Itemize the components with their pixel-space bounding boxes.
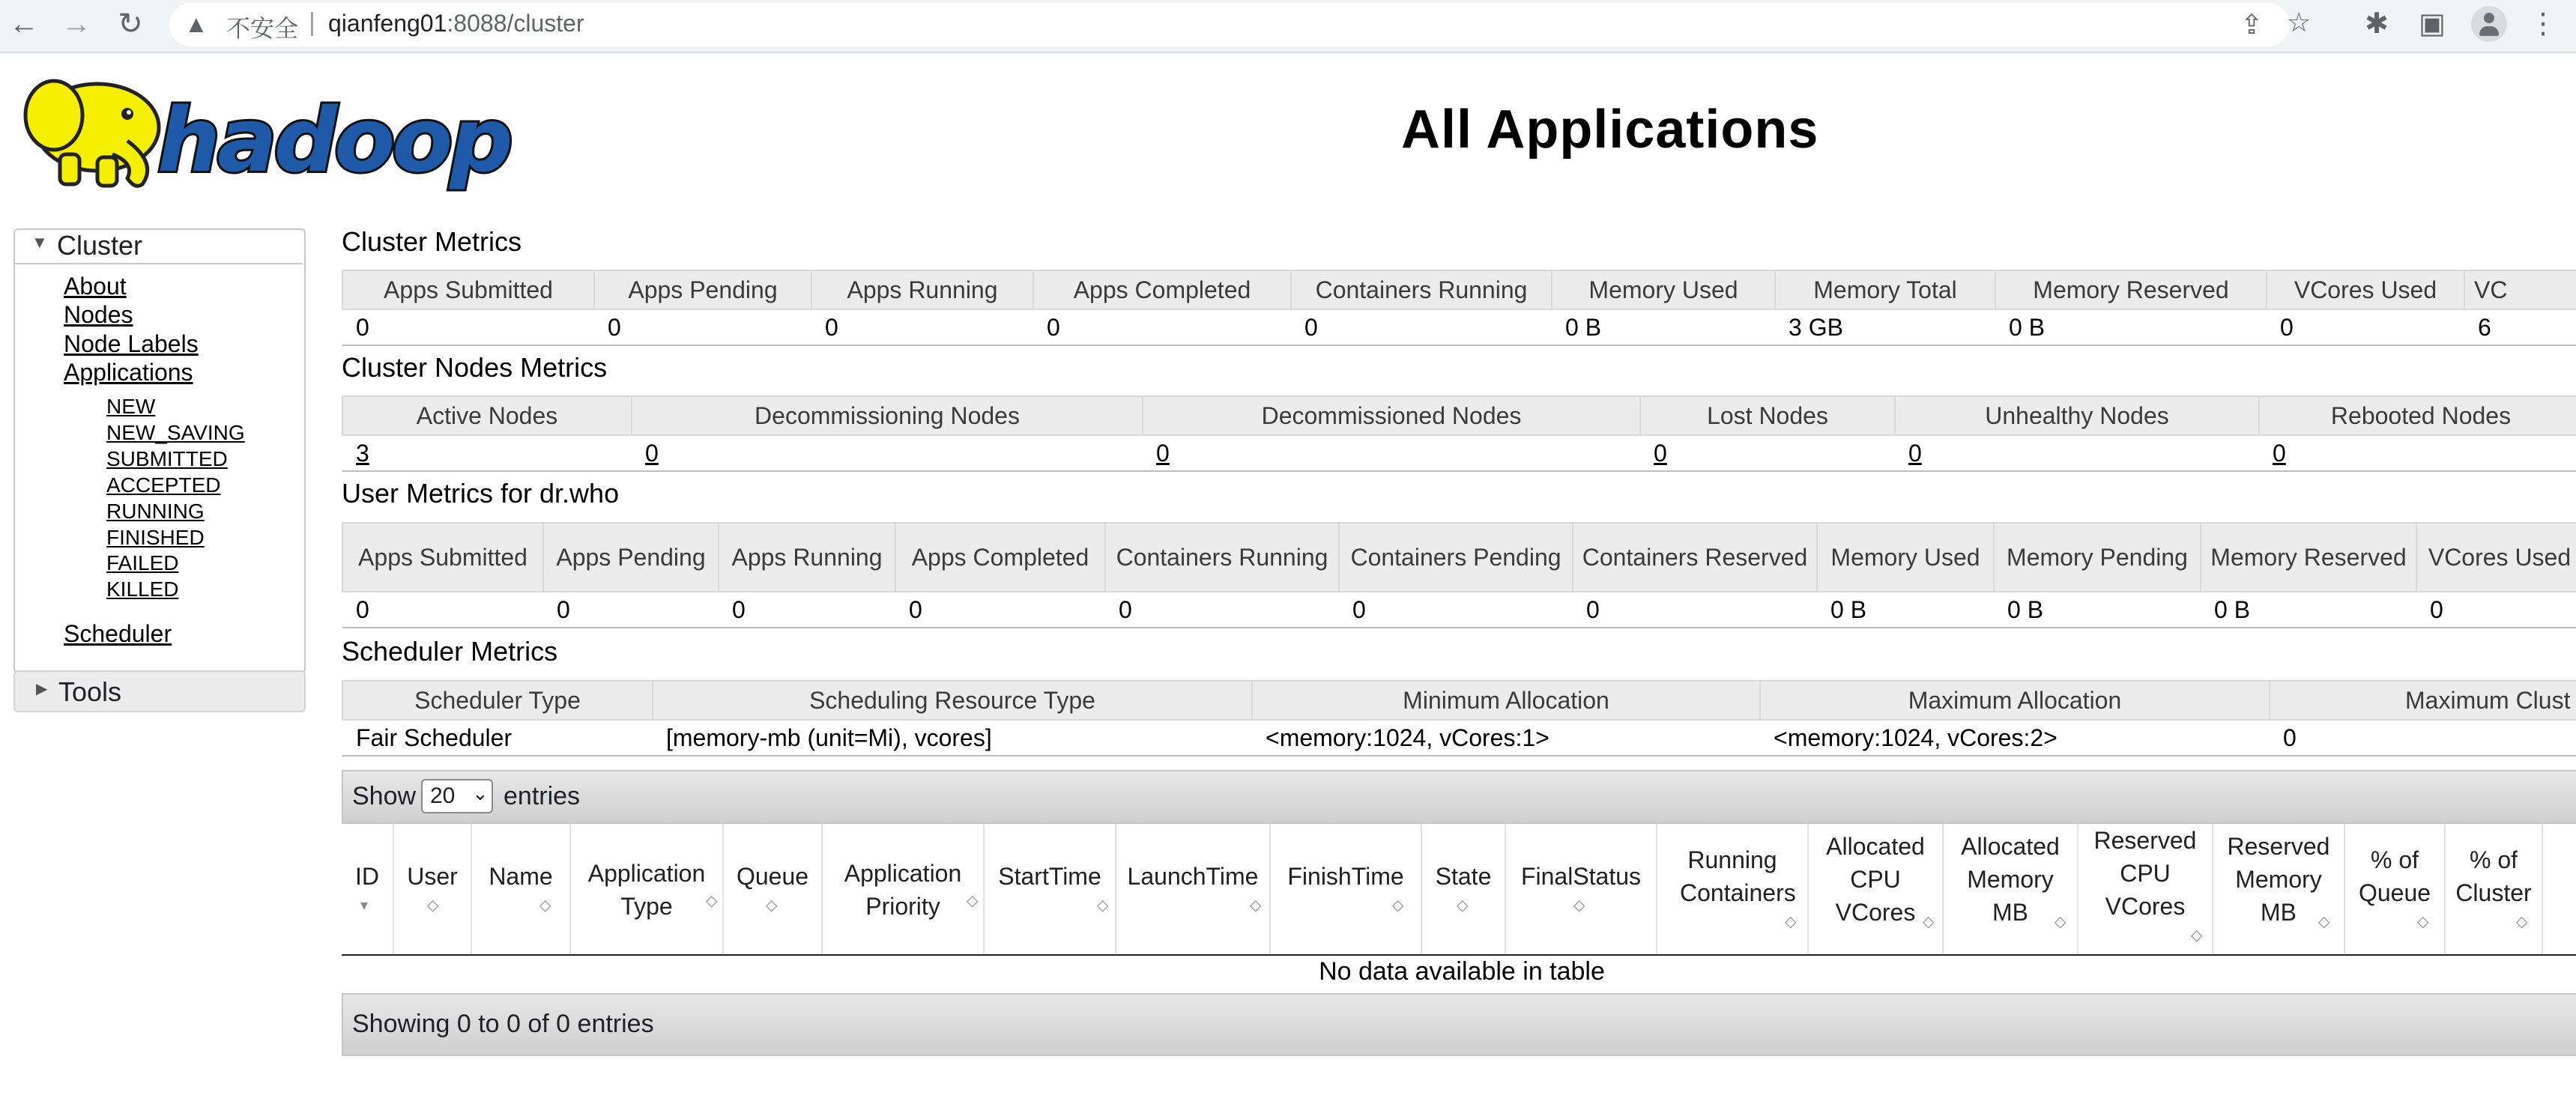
- header-minimum-allocation: Minimum Allocation: [1252, 681, 1760, 720]
- sidebar-cluster-header[interactable]: [13, 228, 303, 264]
- cell-maximum-cluster: 0: [2270, 720, 2576, 756]
- sort-icon: ◇: [706, 893, 718, 909]
- sort-icon: ◇: [1573, 897, 1585, 914]
- cell-user-containers-pending: 0: [1339, 592, 1573, 628]
- forward-arrow-icon[interactable]: →: [61, 7, 91, 40]
- cluster-metrics-title: Cluster Metrics: [342, 226, 522, 257]
- column-header-launchtime[interactable]: LaunchTime ◇: [1116, 824, 1271, 954]
- sidebar-state-killed[interactable]: KILLED: [106, 577, 179, 601]
- column-header-user[interactable]: User ◇: [394, 824, 472, 954]
- header-containers-running: Containers Running: [1291, 270, 1552, 309]
- cell-user-apps-running: 0: [719, 592, 895, 628]
- separator: |: [309, 8, 315, 37]
- header-memory-used: Memory Used: [1552, 270, 1775, 309]
- column-header-finishtime[interactable]: FinishTime ◇: [1271, 824, 1422, 954]
- header-vcores-total: VC: [2464, 270, 2576, 309]
- scheduler-metrics-table: [342, 680, 2576, 756]
- cell-user-memory-reserved: 0 B: [2201, 592, 2416, 628]
- sort-icon: ◇: [1923, 914, 1935, 930]
- profile-avatar-icon[interactable]: [2471, 6, 2507, 42]
- cell-scheduler-type: Fair Scheduler: [342, 720, 653, 756]
- link-active-nodes[interactable]: 3: [342, 435, 632, 471]
- security-label[interactable]: 不安全: [226, 15, 299, 42]
- sort-icon: ◇: [967, 893, 979, 909]
- header-user-containers-reserved: Containers Reserved: [1573, 523, 1817, 592]
- svg-text:hadoop: hadoop: [157, 88, 510, 192]
- sidebar-link-about[interactable]: About: [64, 273, 127, 300]
- cell-user-vcores-used: 0: [2416, 592, 2576, 628]
- share-icon[interactable]: ⇪: [2240, 9, 2264, 40]
- header-rebooted-nodes: Rebooted Nodes: [2259, 396, 2576, 435]
- header-maximum-cluster: Maximum Clust: [2270, 681, 2576, 720]
- sort-icon: ◇: [1097, 897, 1109, 914]
- back-arrow-icon[interactable]: ←: [9, 7, 39, 40]
- reload-icon[interactable]: ↻: [118, 7, 143, 40]
- sidebar-state-new-saving[interactable]: NEW_SAVING: [106, 421, 245, 444]
- cell-memory-used: 0 B: [1552, 309, 1775, 345]
- url-text[interactable]: qianfeng01:8088/cluster: [328, 10, 584, 37]
- table-info-toolbar: [342, 993, 2576, 1056]
- apps-table-header: [342, 824, 2576, 956]
- sort-icon: ◇: [2516, 914, 2528, 930]
- sidebar-state-failed[interactable]: FAILED: [106, 551, 179, 574]
- user-metrics-table: [342, 522, 2576, 628]
- cell-apps-running: 0: [811, 309, 1033, 345]
- header-user-apps-running: Apps Running: [719, 523, 895, 592]
- header-decommissioning-nodes: Decommissioning Nodes: [632, 396, 1143, 435]
- sort-icon: ◇: [1785, 914, 1797, 930]
- extensions-puzzle-icon[interactable]: ✱: [2365, 8, 2389, 40]
- cell-containers-running: 0: [1291, 309, 1552, 345]
- sidebar-link-node-labels[interactable]: Node Labels: [64, 330, 199, 357]
- column-header-percent-of-cluster[interactable]: % of Cluster ◇: [2446, 824, 2543, 954]
- sort-icon: ◇: [1250, 897, 1262, 914]
- link-lost-nodes[interactable]: 0: [1640, 435, 1895, 471]
- menu-dots-icon[interactable]: ⋮: [2529, 8, 2557, 40]
- cell-user-apps-completed: 0: [895, 592, 1105, 628]
- header-user-containers-pending: Containers Pending: [1339, 523, 1573, 592]
- cluster-metrics-table: [342, 270, 2576, 346]
- header-memory-total: Memory Total: [1775, 270, 1995, 309]
- table-info-text: Showing 0 to 0 of 0 entries: [352, 1010, 654, 1038]
- cell-user-apps-pending: 0: [543, 592, 719, 628]
- side-panel-icon[interactable]: ▣: [2419, 8, 2446, 40]
- sidebar-link-applications[interactable]: Applications: [64, 359, 193, 386]
- header-user-containers-running: Containers Running: [1105, 523, 1339, 592]
- link-decommissioning-nodes[interactable]: 0: [632, 435, 1143, 471]
- expand-triangle-icon[interactable]: ▼: [31, 233, 48, 252]
- cell-minimum-allocation: <memory:1024, vCores:1>: [1252, 720, 1760, 756]
- header-lost-nodes: Lost Nodes: [1640, 396, 1895, 435]
- cell-apps-completed: 0: [1033, 309, 1291, 345]
- column-header-allocated-cpu-vcores[interactable]: Allocated CPU VCores ◇: [1809, 824, 1944, 954]
- header-apps-completed: Apps Completed: [1033, 270, 1291, 309]
- header-user-vcores-used: VCores Used: [2416, 523, 2576, 592]
- header-user-memory-pending: Memory Pending: [1994, 523, 2201, 592]
- header-vcores-used: VCores Used: [2267, 270, 2464, 309]
- nodes-metrics-title: Cluster Nodes Metrics: [342, 352, 608, 383]
- bookmark-star-icon[interactable]: ☆: [2287, 7, 2312, 37]
- sidebar-tools-header[interactable]: [13, 670, 306, 712]
- address-bar[interactable]: [169, 3, 2312, 46]
- header-scheduling-resource-type: Scheduling Resource Type: [653, 681, 1252, 720]
- cell-vcores-total: 6: [2464, 309, 2576, 345]
- link-rebooted-nodes[interactable]: 0: [2259, 435, 2576, 471]
- sort-icon: ◇: [766, 897, 778, 914]
- column-header-allocated-memory-mb[interactable]: Allocated Memory MB ◇: [1944, 824, 2078, 954]
- user-metrics-title: User Metrics for dr.who: [342, 478, 620, 509]
- sort-icon: ◇: [1457, 897, 1469, 914]
- column-header-finalstatus[interactable]: FinalStatus ◇: [1506, 824, 1657, 954]
- sort-icon: ◇: [2191, 927, 2203, 944]
- chevron-down-icon[interactable]: ⌄: [472, 782, 489, 804]
- link-decommissioned-nodes[interactable]: 0: [1143, 435, 1640, 471]
- sort-icon: ◇: [2055, 914, 2066, 930]
- cell-vcores-used: 0: [2267, 309, 2464, 345]
- sidebar-link-scheduler[interactable]: Scheduler: [64, 620, 172, 647]
- cell-maximum-allocation: <memory:1024, vCores:2>: [1760, 720, 2270, 756]
- header-apps-pending: Apps Pending: [594, 270, 811, 309]
- cluster-label[interactable]: Cluster: [57, 230, 143, 261]
- sidebar-state-submitted[interactable]: SUBMITTED: [106, 447, 228, 470]
- column-header-running-containers[interactable]: Running Containers ◇: [1657, 824, 1809, 954]
- header-user-memory-used: Memory Used: [1817, 523, 1994, 592]
- cell-memory-total: 3 GB: [1775, 309, 1995, 345]
- cell-user-memory-pending: 0 B: [1994, 592, 2201, 628]
- column-header-reserved-memory-mb[interactable]: Reserved Memory MB ◇: [2213, 824, 2345, 954]
- column-header-name[interactable]: Name ◇: [472, 824, 571, 954]
- column-header-percent-of-queue[interactable]: % of Queue ◇: [2345, 824, 2446, 954]
- sort-icon: ◇: [1392, 897, 1404, 914]
- header-user-apps-submitted: Apps Submitted: [342, 523, 543, 592]
- browser-toolbar: [0, 0, 2576, 53]
- header-user-apps-pending: Apps Pending: [543, 523, 719, 592]
- cell-user-memory-used: 0 B: [1817, 592, 1994, 628]
- sort-icon: ◇: [539, 897, 551, 914]
- header-memory-reserved: Memory Reserved: [1995, 270, 2267, 309]
- empty-table-message: No data available in table: [1319, 957, 1605, 986]
- cell-user-containers-running: 0: [1105, 592, 1339, 628]
- cell-memory-reserved: 0 B: [1995, 309, 2267, 345]
- show-label: Show: [352, 782, 417, 810]
- sidebar-state-accepted[interactable]: ACCEPTED: [106, 473, 221, 497]
- column-header-queue[interactable]: Queue ◇: [724, 824, 823, 954]
- header-scheduler-type: Scheduler Type: [342, 681, 653, 720]
- page-title: All Applications: [1401, 100, 1819, 160]
- sidebar-state-finished[interactable]: FINISHED: [106, 526, 205, 549]
- header-decommissioned-nodes: Decommissioned Nodes: [1143, 396, 1640, 435]
- entries-label: entries: [504, 782, 581, 810]
- cell-apps-submitted: 0: [342, 309, 594, 345]
- cell-apps-pending: 0: [594, 309, 811, 345]
- tools-label[interactable]: Tools: [58, 676, 122, 707]
- column-header-application-priority[interactable]: Application Priority ◇: [823, 824, 985, 954]
- header-apps-running: Apps Running: [811, 270, 1033, 309]
- cell-scheduling-resource-type: [memory-mb (unit=Mi), vcores]: [653, 720, 1252, 756]
- hadoop-logo[interactable]: [15, 66, 524, 193]
- column-header-reserved-cpu-vcores[interactable]: Reserved CPU VCores ◇: [2078, 824, 2213, 954]
- sort-desc-icon: ▾: [360, 897, 369, 914]
- nodes-metrics-table: [342, 395, 2576, 472]
- scheduler-metrics-title: Scheduler Metrics: [342, 636, 558, 667]
- sidebar-link-nodes[interactable]: Nodes: [64, 301, 133, 328]
- sort-icon: ◇: [427, 897, 439, 914]
- sidebar-state-new[interactable]: NEW: [106, 395, 156, 418]
- sidebar-state-running[interactable]: RUNNING: [106, 500, 205, 523]
- column-header-state[interactable]: State ◇: [1422, 824, 1506, 954]
- header-apps-submitted: Apps Submitted: [342, 270, 594, 309]
- header-unhealthy-nodes: Unhealthy Nodes: [1895, 396, 2259, 435]
- page-size-value[interactable]: 20: [430, 783, 456, 808]
- cell-user-apps-submitted: 0: [342, 592, 543, 628]
- column-header-starttime[interactable]: StartTime ◇: [985, 824, 1116, 954]
- link-unhealthy-nodes[interactable]: 0: [1895, 435, 2259, 471]
- header-user-apps-completed: Apps Completed: [895, 523, 1105, 592]
- sort-icon: ◇: [2417, 914, 2429, 930]
- column-header-id[interactable]: ID ▾: [342, 824, 394, 954]
- header-user-memory-reserved: Memory Reserved: [2201, 523, 2416, 592]
- sort-icon: ◇: [2318, 914, 2330, 930]
- column-header-application-type[interactable]: Application Type ◇: [571, 824, 724, 954]
- collapsed-triangle-icon[interactable]: ▶: [36, 681, 48, 697]
- cell-user-containers-reserved: 0: [1573, 592, 1817, 628]
- warning-icon[interactable]: ▲: [184, 10, 208, 37]
- table-length-toolbar: [342, 770, 2576, 824]
- header-maximum-allocation: Maximum Allocation: [1760, 681, 2270, 720]
- page-size-select[interactable]: [421, 779, 493, 813]
- header-active-nodes: Active Nodes: [342, 396, 632, 435]
